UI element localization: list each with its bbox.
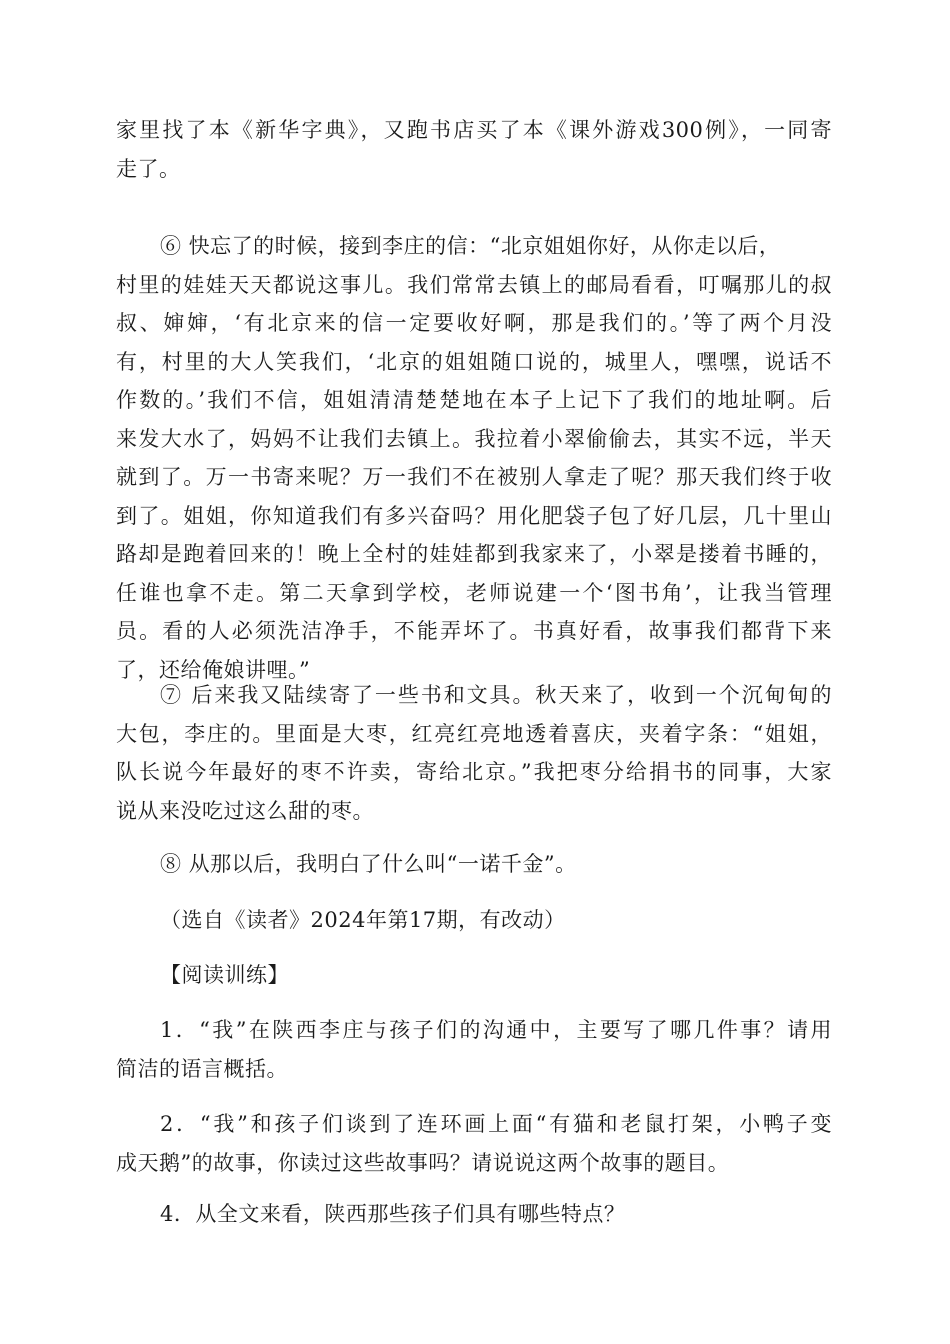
text-line: ⑧ 从那以后，我明白了什么叫“一诺千金”。: [160, 852, 577, 876]
text-line: 成天鹅”的故事，你读过这些故事吗？请说说这两个故事的题目。: [116, 1150, 730, 1175]
text-line: 家里找了本《新华字典》，又跑书店买了本《课外游戏300例》，一同寄: [116, 118, 832, 142]
text-line: 员。看的人必须洗洁净手，不能弄坏了。书真好看，故事我们都背下来: [116, 619, 832, 643]
text-line: 路却是跑着回来的！晚上全村的娃娃都到我家来了，小翠是搂着书睡的，: [116, 542, 832, 566]
text-line: 4．从全文来看，陕西那些孩子们具有哪些特点？: [160, 1202, 626, 1226]
text-line: 到了。姐姐，你知道我们有多兴奋吗？用化肥袋子包了好几层，几十里山: [116, 503, 832, 528]
text-line: 来发大水了，妈妈不让我们去镇上。我拉着小翠偷偷去，其实不远，半天: [116, 426, 832, 451]
text-line: 作数的。’我们不信，姐姐清清楚楚地在本子上记下了我们的地址啊。后: [116, 388, 832, 412]
paragraph-continued: [116, 111, 832, 188]
text-line: 【阅读训练】: [160, 963, 289, 987]
text-line: 就到了。万一书寄来呢？万一我们不在被别人拿走了呢？那天我们终于收: [116, 465, 832, 489]
paragraph-6: [116, 227, 832, 689]
text-line: 简洁的语言概括。: [116, 1056, 288, 1081]
text-line: 有，村里的大人笑我们，‘北京的姐姐随口说的，城里人，嘿嘿，说话不: [116, 349, 832, 374]
text-line: 村里的娃娃天天都说这事儿。我们常常去镇上的邮局看看，叮嘱那儿的叔: [116, 272, 832, 297]
text-line: 了，还给俺娘讲哩。”: [116, 657, 311, 682]
paragraph-8: [116, 845, 832, 884]
text-line: 队长说今年最好的枣不许卖，寄给北京。”我把枣分给捐书的同事，大家: [116, 760, 832, 784]
text-line: 叔、婶婶，‘有北京来的信一定要收好啊，那是我们的。’等了两个月没: [116, 311, 832, 335]
question-1: [116, 1011, 832, 1088]
text-line: （选自《读者》2024年第17期，有改动）: [160, 908, 566, 932]
paragraph-7: [116, 676, 832, 830]
section-heading: [116, 956, 832, 995]
text-line: 说从来没吃过这么甜的枣。: [116, 798, 374, 823]
text-line: 2．“我”和孩子们谈到了连环画上面“有猫和老鼠打架，小鸭子变: [160, 1112, 832, 1136]
question-4: [116, 1195, 832, 1234]
text-line: 1．“我”在陕西李庄与孩子们的沟通中，主要写了哪几件事？请用: [160, 1018, 832, 1042]
text-line: ⑥ 快忘了的时候，接到李庄的信：“北京姐姐你好，从你走以后，: [160, 234, 781, 258]
question-2: [116, 1105, 832, 1182]
text-line: 任谁也拿不走。第二天拿到学校，老师说建一个‘图书角’，让我当管理: [116, 580, 832, 605]
source-citation: [116, 901, 832, 940]
text-line: 走了。: [116, 156, 181, 181]
text-line: ⑦ 后来我又陆续寄了一些书和文具。秋天来了，收到一个沉甸甸的: [160, 683, 832, 707]
text-line: 大包，李庄的。里面是大枣，红亮红亮地透着喜庆，夹着字条：“姐姐，: [116, 721, 832, 746]
